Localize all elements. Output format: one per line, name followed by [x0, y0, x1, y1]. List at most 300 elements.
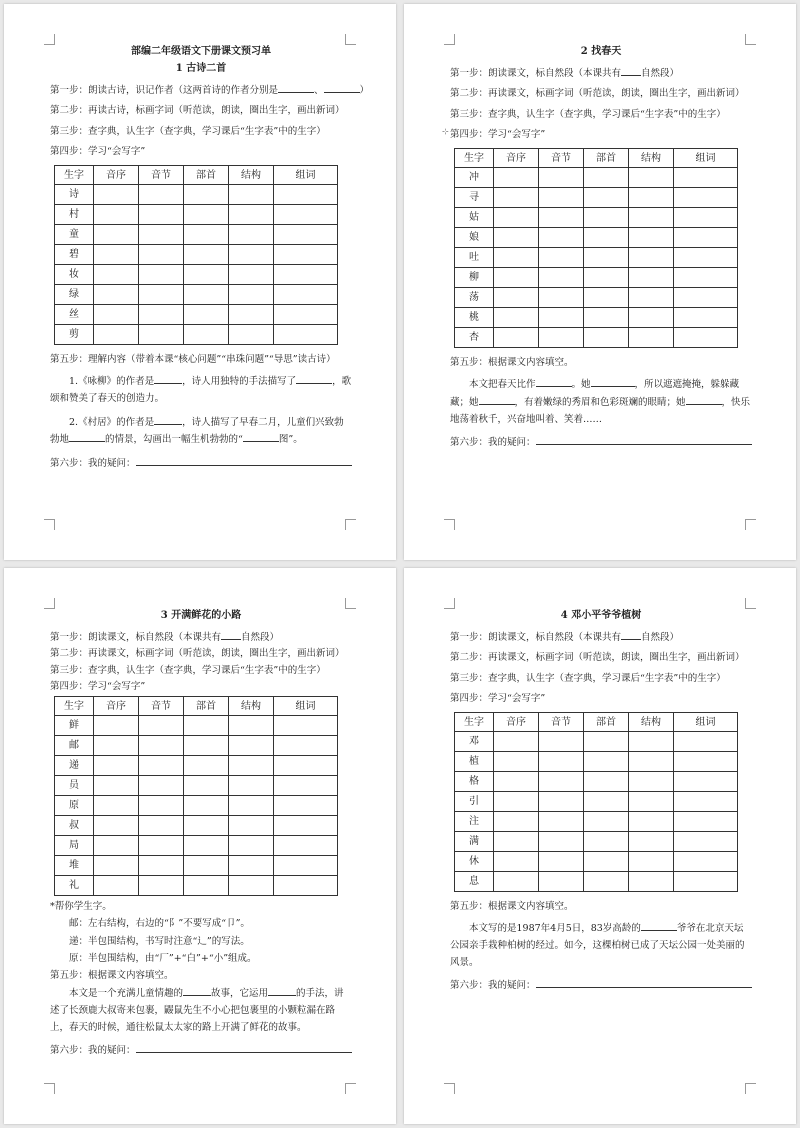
column-header: 生字: [55, 166, 94, 185]
answer-cell[interactable]: [629, 328, 674, 348]
answer-cell[interactable]: [539, 208, 584, 228]
answer-cell[interactable]: [94, 796, 139, 816]
table-header-row: [55, 166, 338, 185]
answer-cell[interactable]: [184, 776, 229, 796]
answer-cell[interactable]: [184, 245, 229, 265]
answer-cell[interactable]: [629, 732, 674, 752]
lesson-title: 1 古诗二首: [175, 63, 227, 74]
answer-cell[interactable]: [494, 228, 539, 248]
column-header: 结构: [229, 697, 274, 716]
answer-cell[interactable]: [139, 876, 184, 896]
answer-cell[interactable]: [274, 816, 338, 836]
answer-cell[interactable]: [674, 208, 738, 228]
answer-cell[interactable]: [674, 752, 738, 772]
answer-cell[interactable]: [539, 812, 584, 832]
fill-blank[interactable]: [154, 373, 182, 384]
answer-cell[interactable]: [629, 288, 674, 308]
character-cell: 冲: [455, 168, 494, 188]
fill-blank[interactable]: [296, 373, 332, 384]
step-text: 第一步：朗读课文，标自然段（本课共有: [450, 632, 622, 643]
fill-blank[interactable]: [621, 65, 641, 76]
answer-cell[interactable]: [629, 308, 674, 328]
answer-cell[interactable]: [494, 752, 539, 772]
move-handle-icon[interactable]: ⊹: [442, 126, 449, 136]
answer-cell[interactable]: [674, 328, 738, 348]
table-row: [55, 876, 338, 896]
answer-line[interactable]: [536, 434, 752, 445]
answer-cell[interactable]: [274, 776, 338, 796]
column-header: 生字: [455, 713, 494, 732]
answer-cell[interactable]: [274, 225, 338, 245]
answer-cell[interactable]: [139, 716, 184, 736]
character-cell: 鲜: [55, 716, 94, 736]
lesson-title: 4 邓小平爷爷植树: [560, 610, 642, 621]
answer-cell[interactable]: [274, 876, 338, 896]
answer-cell[interactable]: [274, 796, 338, 816]
answer-cell[interactable]: [494, 168, 539, 188]
fill-blank[interactable]: [324, 82, 360, 93]
answer-cell[interactable]: [674, 268, 738, 288]
column-header: 音节: [139, 697, 184, 716]
character-cell: 员: [55, 776, 94, 796]
answer-cell[interactable]: [494, 792, 539, 812]
answer-cell[interactable]: [539, 772, 584, 792]
table-header-row: [55, 697, 338, 716]
answer-cell[interactable]: [629, 752, 674, 772]
step-text: 第六步：我的疑问：: [50, 1045, 136, 1057]
answer-cell[interactable]: [629, 772, 674, 792]
answer-cell[interactable]: [184, 876, 229, 896]
answer-cell[interactable]: [584, 812, 629, 832]
fill-blank[interactable]: [536, 376, 572, 387]
column-header: 音节: [539, 713, 584, 732]
fill-blank[interactable]: [479, 394, 515, 405]
answer-cell[interactable]: [184, 716, 229, 736]
answer-cell[interactable]: [184, 856, 229, 876]
table-row: [455, 732, 738, 752]
answer-cell[interactable]: [94, 225, 139, 245]
help-item: 原：半包围结构，由“厂”+“白”+“小”组成。: [69, 952, 257, 964]
answer-cell[interactable]: [229, 856, 274, 876]
character-cell: 邓: [455, 732, 494, 752]
step-2: 第二步：再读课文，标画字词（听范读，朗读，圈出生字，画出新词）: [450, 652, 745, 664]
step-5: 第五步：根据课文内容填空。: [450, 357, 574, 368]
column-header: 音节: [139, 166, 184, 185]
answer-cell[interactable]: [674, 792, 738, 812]
answer-cell[interactable]: [539, 268, 584, 288]
answer-cell[interactable]: [229, 756, 274, 776]
answer-cell[interactable]: [629, 792, 674, 812]
answer-cell[interactable]: [274, 245, 338, 265]
answer-cell[interactable]: [184, 305, 229, 325]
answer-cell[interactable]: [674, 188, 738, 208]
answer-cell[interactable]: [494, 328, 539, 348]
character-table: [54, 696, 338, 896]
help-item: 递：半包围结构，书写时注意“辶”的写法。: [69, 935, 250, 947]
answer-cell[interactable]: [139, 756, 184, 776]
paragraph-text: 爷爷在北京天坛公园亲手栽种柏树的经过。如今，这棵柏树已成了天坛公园一处美丽的风景。: [450, 923, 745, 968]
answer-cell[interactable]: [539, 248, 584, 268]
question-text: ，诗人用独特的手法描写了: [182, 376, 297, 388]
answer-cell[interactable]: [94, 836, 139, 856]
answer-cell[interactable]: [674, 288, 738, 308]
answer-cell[interactable]: [229, 716, 274, 736]
character-cell: 诗: [55, 185, 94, 205]
character-cell: 妆: [55, 265, 94, 285]
answer-cell[interactable]: [94, 245, 139, 265]
column-header: 部首: [584, 149, 629, 168]
help-item: 邮：左右结构，右边的“阝”不要写成“卩”。: [69, 918, 250, 930]
step-2: 第二步：再读课文，标画字词（听范读，朗读，圈出生字，画出新词）: [450, 88, 745, 100]
answer-cell[interactable]: [184, 816, 229, 836]
answer-cell[interactable]: [94, 816, 139, 836]
answer-cell[interactable]: [584, 328, 629, 348]
character-table: [454, 148, 738, 348]
answer-cell[interactable]: [184, 796, 229, 816]
answer-cell[interactable]: [139, 816, 184, 836]
answer-cell[interactable]: [494, 872, 539, 892]
answer-cell[interactable]: [94, 736, 139, 756]
step-2: 第二步：再读古诗，标画字词（听范读，朗读，圈出生字，画出新词）: [50, 105, 345, 117]
answer-cell[interactable]: [539, 308, 584, 328]
answer-cell[interactable]: [274, 285, 338, 305]
answer-cell[interactable]: [584, 772, 629, 792]
answer-cell[interactable]: [139, 736, 184, 756]
answer-cell[interactable]: [229, 265, 274, 285]
column-header: 组词: [674, 713, 738, 732]
answer-cell[interactable]: [274, 756, 338, 776]
character-cell: 娘: [455, 228, 494, 248]
step-1: [450, 629, 752, 645]
table-row: [55, 756, 338, 776]
step-text: 自然段）: [641, 632, 680, 643]
table-row: [455, 228, 738, 248]
answer-cell[interactable]: [539, 732, 584, 752]
answer-cell[interactable]: [229, 205, 274, 225]
answer-cell[interactable]: [674, 872, 738, 892]
answer-cell[interactable]: [674, 308, 738, 328]
answer-cell[interactable]: [229, 816, 274, 836]
answer-cell[interactable]: [584, 852, 629, 872]
answer-cell[interactable]: [229, 776, 274, 796]
column-header: 生字: [455, 149, 494, 168]
paragraph-text: 本文把春天比作: [469, 379, 536, 391]
table-row: [455, 832, 738, 852]
character-cell: 丝: [55, 305, 94, 325]
answer-cell[interactable]: [674, 168, 738, 188]
step-text: 第六步：我的疑问：: [50, 457, 136, 469]
answer-cell[interactable]: [184, 285, 229, 305]
answer-cell[interactable]: [539, 872, 584, 892]
answer-cell[interactable]: [94, 716, 139, 736]
fill-blank[interactable]: [621, 629, 641, 640]
answer-cell[interactable]: [584, 792, 629, 812]
answer-cell[interactable]: [494, 248, 539, 268]
answer-cell[interactable]: [94, 325, 139, 345]
question-text: ，歌颂和赞美了春天的创造力。: [50, 376, 352, 404]
character-cell: 植: [455, 752, 494, 772]
lesson-title: 3 开满鲜花的小路: [160, 610, 242, 621]
paragraph-text: ，所以遮遮掩掩，躲躲藏藏；她: [450, 379, 740, 408]
answer-cell[interactable]: [229, 325, 274, 345]
fill-blank[interactable]: [591, 376, 635, 387]
answer-cell[interactable]: [584, 832, 629, 852]
answer-cell[interactable]: [184, 736, 229, 756]
answer-cell[interactable]: [139, 245, 184, 265]
answer-cell[interactable]: [139, 205, 184, 225]
paragraph-text: 本文是一个充满儿童情趣的: [69, 988, 184, 1000]
table-row: [455, 188, 738, 208]
answer-cell[interactable]: [629, 208, 674, 228]
step-1: [450, 65, 752, 81]
answer-cell[interactable]: [494, 832, 539, 852]
answer-cell[interactable]: [139, 836, 184, 856]
answer-cell[interactable]: [584, 188, 629, 208]
question-text: 1.《咏柳》的作者是: [69, 376, 155, 388]
answer-cell[interactable]: [94, 856, 139, 876]
answer-cell[interactable]: [229, 305, 274, 325]
answer-cell[interactable]: [584, 268, 629, 288]
fill-blank[interactable]: [686, 394, 722, 405]
answer-cell[interactable]: [229, 876, 274, 896]
answer-cell[interactable]: [274, 305, 338, 325]
fill-blank[interactable]: [69, 431, 105, 442]
answer-line[interactable]: [136, 1042, 352, 1053]
character-cell: 格: [455, 772, 494, 792]
answer-cell[interactable]: [274, 836, 338, 856]
answer-cell[interactable]: [494, 188, 539, 208]
step-3: 第三步：查字典，认生字（查字典，学习课后“生字表”中的生字）: [450, 108, 726, 120]
step-5: 第五步：根据课文内容填空。: [50, 970, 174, 981]
answer-cell[interactable]: [274, 736, 338, 756]
paragraph-text: 的手法，讲述了长颈鹿大叔寄来包裹，鼹鼠先生不小心把包裹里的小颗粒漏在路上，春天的时候，通往松鼠太太家的路上开满了鲜花的故事。: [50, 988, 344, 1033]
fill-in-paragraph: [450, 376, 752, 428]
answer-cell[interactable]: [629, 812, 674, 832]
question-2: [50, 414, 352, 449]
step-6: [450, 434, 752, 450]
step-text: 自然段）: [641, 68, 680, 79]
answer-cell[interactable]: [184, 185, 229, 205]
answer-line[interactable]: [536, 977, 752, 988]
fill-blank[interactable]: [154, 414, 182, 425]
answer-cell[interactable]: [229, 836, 274, 856]
answer-cell[interactable]: [139, 185, 184, 205]
answer-cell[interactable]: [274, 265, 338, 285]
answer-cell[interactable]: [584, 732, 629, 752]
answer-cell[interactable]: [229, 736, 274, 756]
table-row: [455, 872, 738, 892]
answer-cell[interactable]: [184, 325, 229, 345]
paragraph-text: 本文写的是1987年4月5日，83岁高龄的: [469, 923, 641, 935]
answer-cell[interactable]: [584, 872, 629, 892]
step-6: [450, 977, 752, 993]
answer-cell[interactable]: [629, 188, 674, 208]
character-cell: 村: [55, 205, 94, 225]
answer-cell[interactable]: [94, 285, 139, 305]
answer-line[interactable]: [136, 455, 352, 466]
answer-cell[interactable]: [629, 248, 674, 268]
column-header: 结构: [629, 149, 674, 168]
answer-cell[interactable]: [184, 756, 229, 776]
step-text: 第六步：我的疑问：: [450, 437, 536, 449]
answer-cell[interactable]: [584, 248, 629, 268]
column-header: 组词: [674, 149, 738, 168]
step-6: [50, 1042, 352, 1058]
answer-cell[interactable]: [184, 836, 229, 856]
answer-cell[interactable]: [274, 325, 338, 345]
answer-cell[interactable]: [229, 245, 274, 265]
character-cell: 绿: [55, 285, 94, 305]
answer-cell[interactable]: [139, 285, 184, 305]
column-header: 组词: [274, 166, 338, 185]
character-cell: 休: [455, 852, 494, 872]
answer-cell[interactable]: [539, 752, 584, 772]
character-cell: 递: [55, 756, 94, 776]
answer-cell[interactable]: [584, 168, 629, 188]
answer-cell[interactable]: [674, 732, 738, 752]
answer-cell[interactable]: [539, 288, 584, 308]
table-row: [455, 268, 738, 288]
step-6: [50, 455, 352, 471]
answer-cell[interactable]: [139, 796, 184, 816]
table-row: [55, 796, 338, 816]
answer-cell[interactable]: [229, 796, 274, 816]
character-cell: 杏: [455, 328, 494, 348]
answer-cell[interactable]: [139, 225, 184, 245]
answer-cell[interactable]: [494, 268, 539, 288]
answer-cell[interactable]: [539, 188, 584, 208]
character-table: [454, 712, 738, 892]
column-header: 结构: [229, 166, 274, 185]
character-cell: 桃: [455, 308, 494, 328]
answer-cell[interactable]: [629, 228, 674, 248]
step-text: 第一步：朗读课文，标自然段（本课共有: [50, 632, 222, 643]
answer-cell[interactable]: [229, 225, 274, 245]
answer-cell[interactable]: [539, 228, 584, 248]
answer-cell[interactable]: [629, 872, 674, 892]
table-row: [55, 856, 338, 876]
crop-mark: [345, 1083, 356, 1094]
table-row: [455, 752, 738, 772]
answer-cell[interactable]: [229, 285, 274, 305]
answer-cell[interactable]: [184, 205, 229, 225]
step-4: 第四步：学习“会写字”: [450, 692, 546, 704]
answer-cell[interactable]: [274, 716, 338, 736]
answer-cell[interactable]: [494, 812, 539, 832]
answer-cell[interactable]: [629, 268, 674, 288]
answer-cell[interactable]: [584, 308, 629, 328]
fill-in-paragraph: [450, 920, 752, 971]
answer-cell[interactable]: [674, 248, 738, 268]
answer-cell[interactable]: [274, 205, 338, 225]
answer-cell[interactable]: [674, 852, 738, 872]
answer-cell[interactable]: [139, 265, 184, 285]
fill-blank[interactable]: [268, 985, 296, 996]
answer-cell[interactable]: [629, 832, 674, 852]
crop-mark: [44, 1083, 55, 1094]
paragraph-text: ，快乐地荡着秋千，兴奋地叫着、笑着……: [450, 396, 751, 425]
table-row: [55, 285, 338, 305]
answer-cell[interactable]: [629, 852, 674, 872]
answer-cell[interactable]: [274, 185, 338, 205]
table-row: [55, 716, 338, 736]
fill-blank[interactable]: [221, 629, 241, 640]
crop-mark: [345, 519, 356, 530]
answer-cell[interactable]: [274, 856, 338, 876]
answer-cell[interactable]: [139, 325, 184, 345]
answer-cell[interactable]: [674, 228, 738, 248]
character-cell: 吐: [455, 248, 494, 268]
table-row: [55, 225, 338, 245]
answer-cell[interactable]: [94, 265, 139, 285]
answer-cell[interactable]: [584, 208, 629, 228]
step-4: 第四步：学习“会写字”: [50, 145, 146, 157]
answer-cell[interactable]: [674, 832, 738, 852]
table-row: [55, 305, 338, 325]
answer-cell[interactable]: [494, 288, 539, 308]
answer-cell[interactable]: [494, 208, 539, 228]
answer-cell[interactable]: [629, 168, 674, 188]
table-row: [455, 792, 738, 812]
crop-mark: [444, 1083, 455, 1094]
answer-cell[interactable]: [94, 305, 139, 325]
answer-cell[interactable]: [494, 772, 539, 792]
answer-cell[interactable]: [539, 852, 584, 872]
answer-cell[interactable]: [539, 792, 584, 812]
answer-cell[interactable]: [674, 772, 738, 792]
character-cell: 童: [55, 225, 94, 245]
answer-cell[interactable]: [94, 185, 139, 205]
table-row: [55, 185, 338, 205]
column-header: 音序: [94, 166, 139, 185]
fill-blank[interactable]: [278, 82, 314, 93]
step-text: 第一步：朗读古诗，识记作者（这两首诗的作者分别是: [50, 85, 279, 96]
answer-cell[interactable]: [539, 168, 584, 188]
answer-cell[interactable]: [94, 205, 139, 225]
answer-cell[interactable]: [584, 228, 629, 248]
answer-cell[interactable]: [94, 776, 139, 796]
answer-cell[interactable]: [674, 812, 738, 832]
answer-cell[interactable]: [94, 876, 139, 896]
answer-cell[interactable]: [184, 225, 229, 245]
answer-cell[interactable]: [584, 752, 629, 772]
answer-cell[interactable]: [184, 265, 229, 285]
answer-cell[interactable]: [494, 852, 539, 872]
fill-blank[interactable]: [243, 431, 279, 442]
character-cell: 礼: [55, 876, 94, 896]
answer-cell[interactable]: [539, 832, 584, 852]
character-table: [54, 165, 338, 345]
column-header: 组词: [274, 697, 338, 716]
fill-blank[interactable]: [641, 920, 677, 931]
answer-cell[interactable]: [584, 288, 629, 308]
answer-cell[interactable]: [539, 328, 584, 348]
answer-cell[interactable]: [139, 305, 184, 325]
answer-cell[interactable]: [494, 308, 539, 328]
character-cell: 引: [455, 792, 494, 812]
table-row: [455, 288, 738, 308]
crop-mark: [44, 519, 55, 530]
answer-cell[interactable]: [139, 856, 184, 876]
answer-cell[interactable]: [229, 185, 274, 205]
answer-cell[interactable]: [94, 756, 139, 776]
fill-blank[interactable]: [183, 985, 211, 996]
table-row: [455, 812, 738, 832]
answer-cell[interactable]: [494, 732, 539, 752]
column-header: 部首: [184, 166, 229, 185]
answer-cell[interactable]: [139, 776, 184, 796]
character-cell: 原: [55, 796, 94, 816]
